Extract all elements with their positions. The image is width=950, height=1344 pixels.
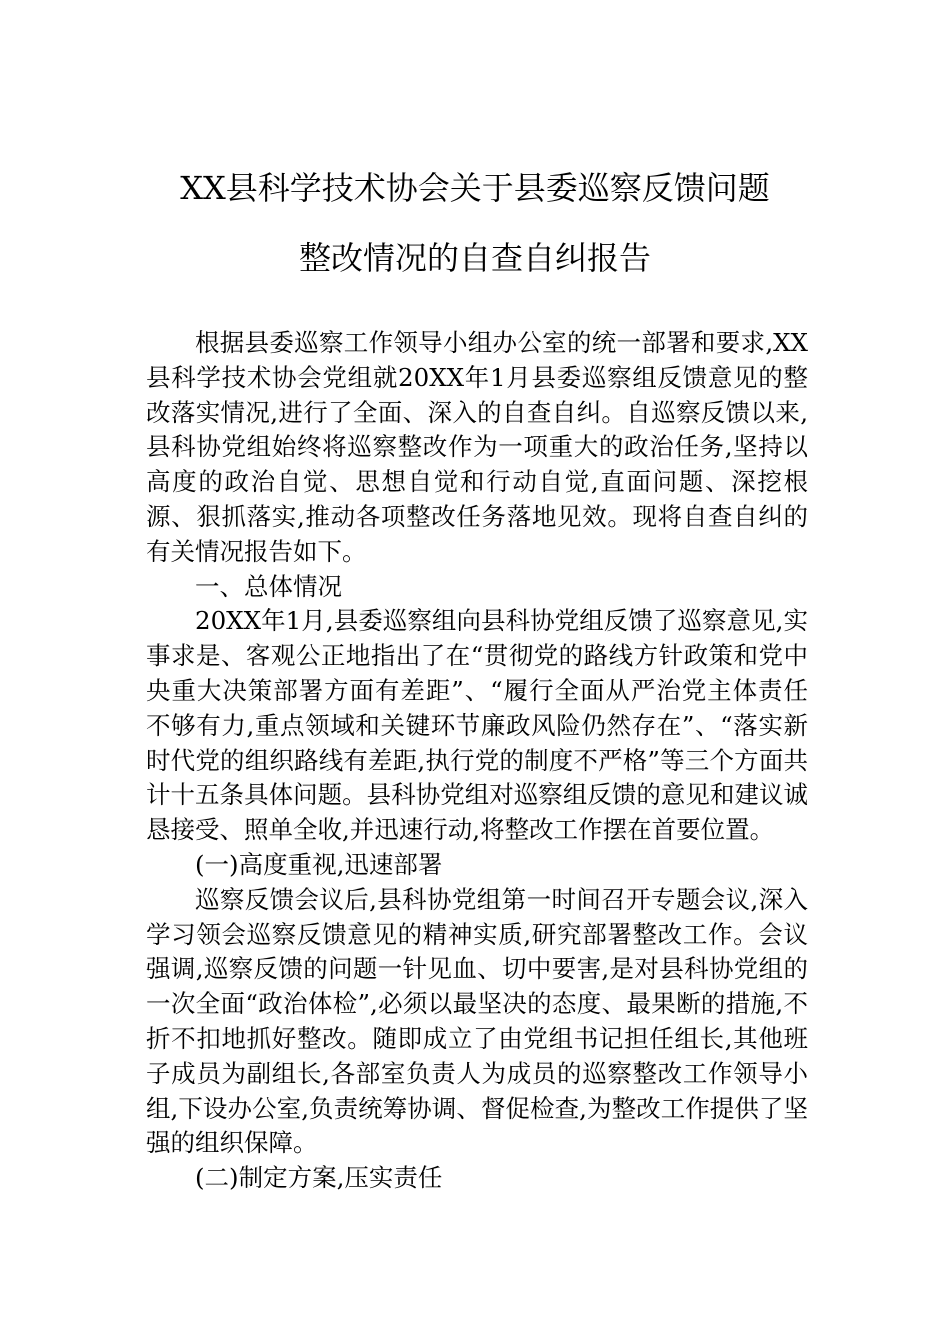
document-title-line-1: XX县科学技术协会关于县委巡察反馈问题 xyxy=(180,169,770,207)
subsection-heading-1: (一)高度重视,迅速部署 xyxy=(195,849,443,879)
document-title-line-2: 整改情况的自查自纠报告 xyxy=(298,239,651,277)
document-body xyxy=(146,326,808,1196)
section-heading-overview: 一、总体情况 xyxy=(195,571,342,601)
intro-paragraph: 根据县委巡察工作领导小组办公室的统一部署和要求,XX县科学技术协会党组就20XX年1月县委巡察组反馈意见的整改落实情况,进行了全面、深入的自查自纠。自巡察反馈以来,县科协党组始终将巡察整改作为一项重大的政治任务,坚持以高度的政治自觉、思想自觉和行动自觉,直面问题、深挖根源、狠抓落实,推动各项整改任务落地见效。现将自查自纠的有关情况报告如下。 xyxy=(146,328,808,566)
subsection-1-paragraph: 巡察反馈会议后,县科协党组第一时间召开专题会议,深入学习领会巡察反馈意见的精神实质,研究部署整改工作。会议强调,巡察反馈的问题一针见血、切中要害,是对县科协党组的一次全面“政治体检”,必须以最坚决的态度、最果断的措施,不折不扣地抓好整改。随即成立了由党组书记担任组长,其他班子成员为副组长,各部室负责人为成员的巡察整改工作领导小组,下设办公室,负责统筹协调、督促检查,为整改工作提供了坚强的组织保障。 xyxy=(146,884,808,1158)
subsection-heading-2: (二)制定方案,压实责任 xyxy=(195,1163,443,1193)
overview-paragraph: 20XX年1月,县委巡察组向县科协党组反馈了巡察意见,实事求是、客观公正地指出了在“贯彻党的路线方针政策和党中央重大决策部署方面有差距”、“履行全面从严治党主体责任不够有力,重点领域和关键环节廉政风险仍然存在”、“落实新时代党的组织路线有差距,执行党的制度不严格”等三个方面共计十五条具体问题。县科协党组对巡察组反馈的意见和建议诚恳接受、照单全收,并迅速行动,将整改工作摆在首要位置。 xyxy=(146,606,808,845)
